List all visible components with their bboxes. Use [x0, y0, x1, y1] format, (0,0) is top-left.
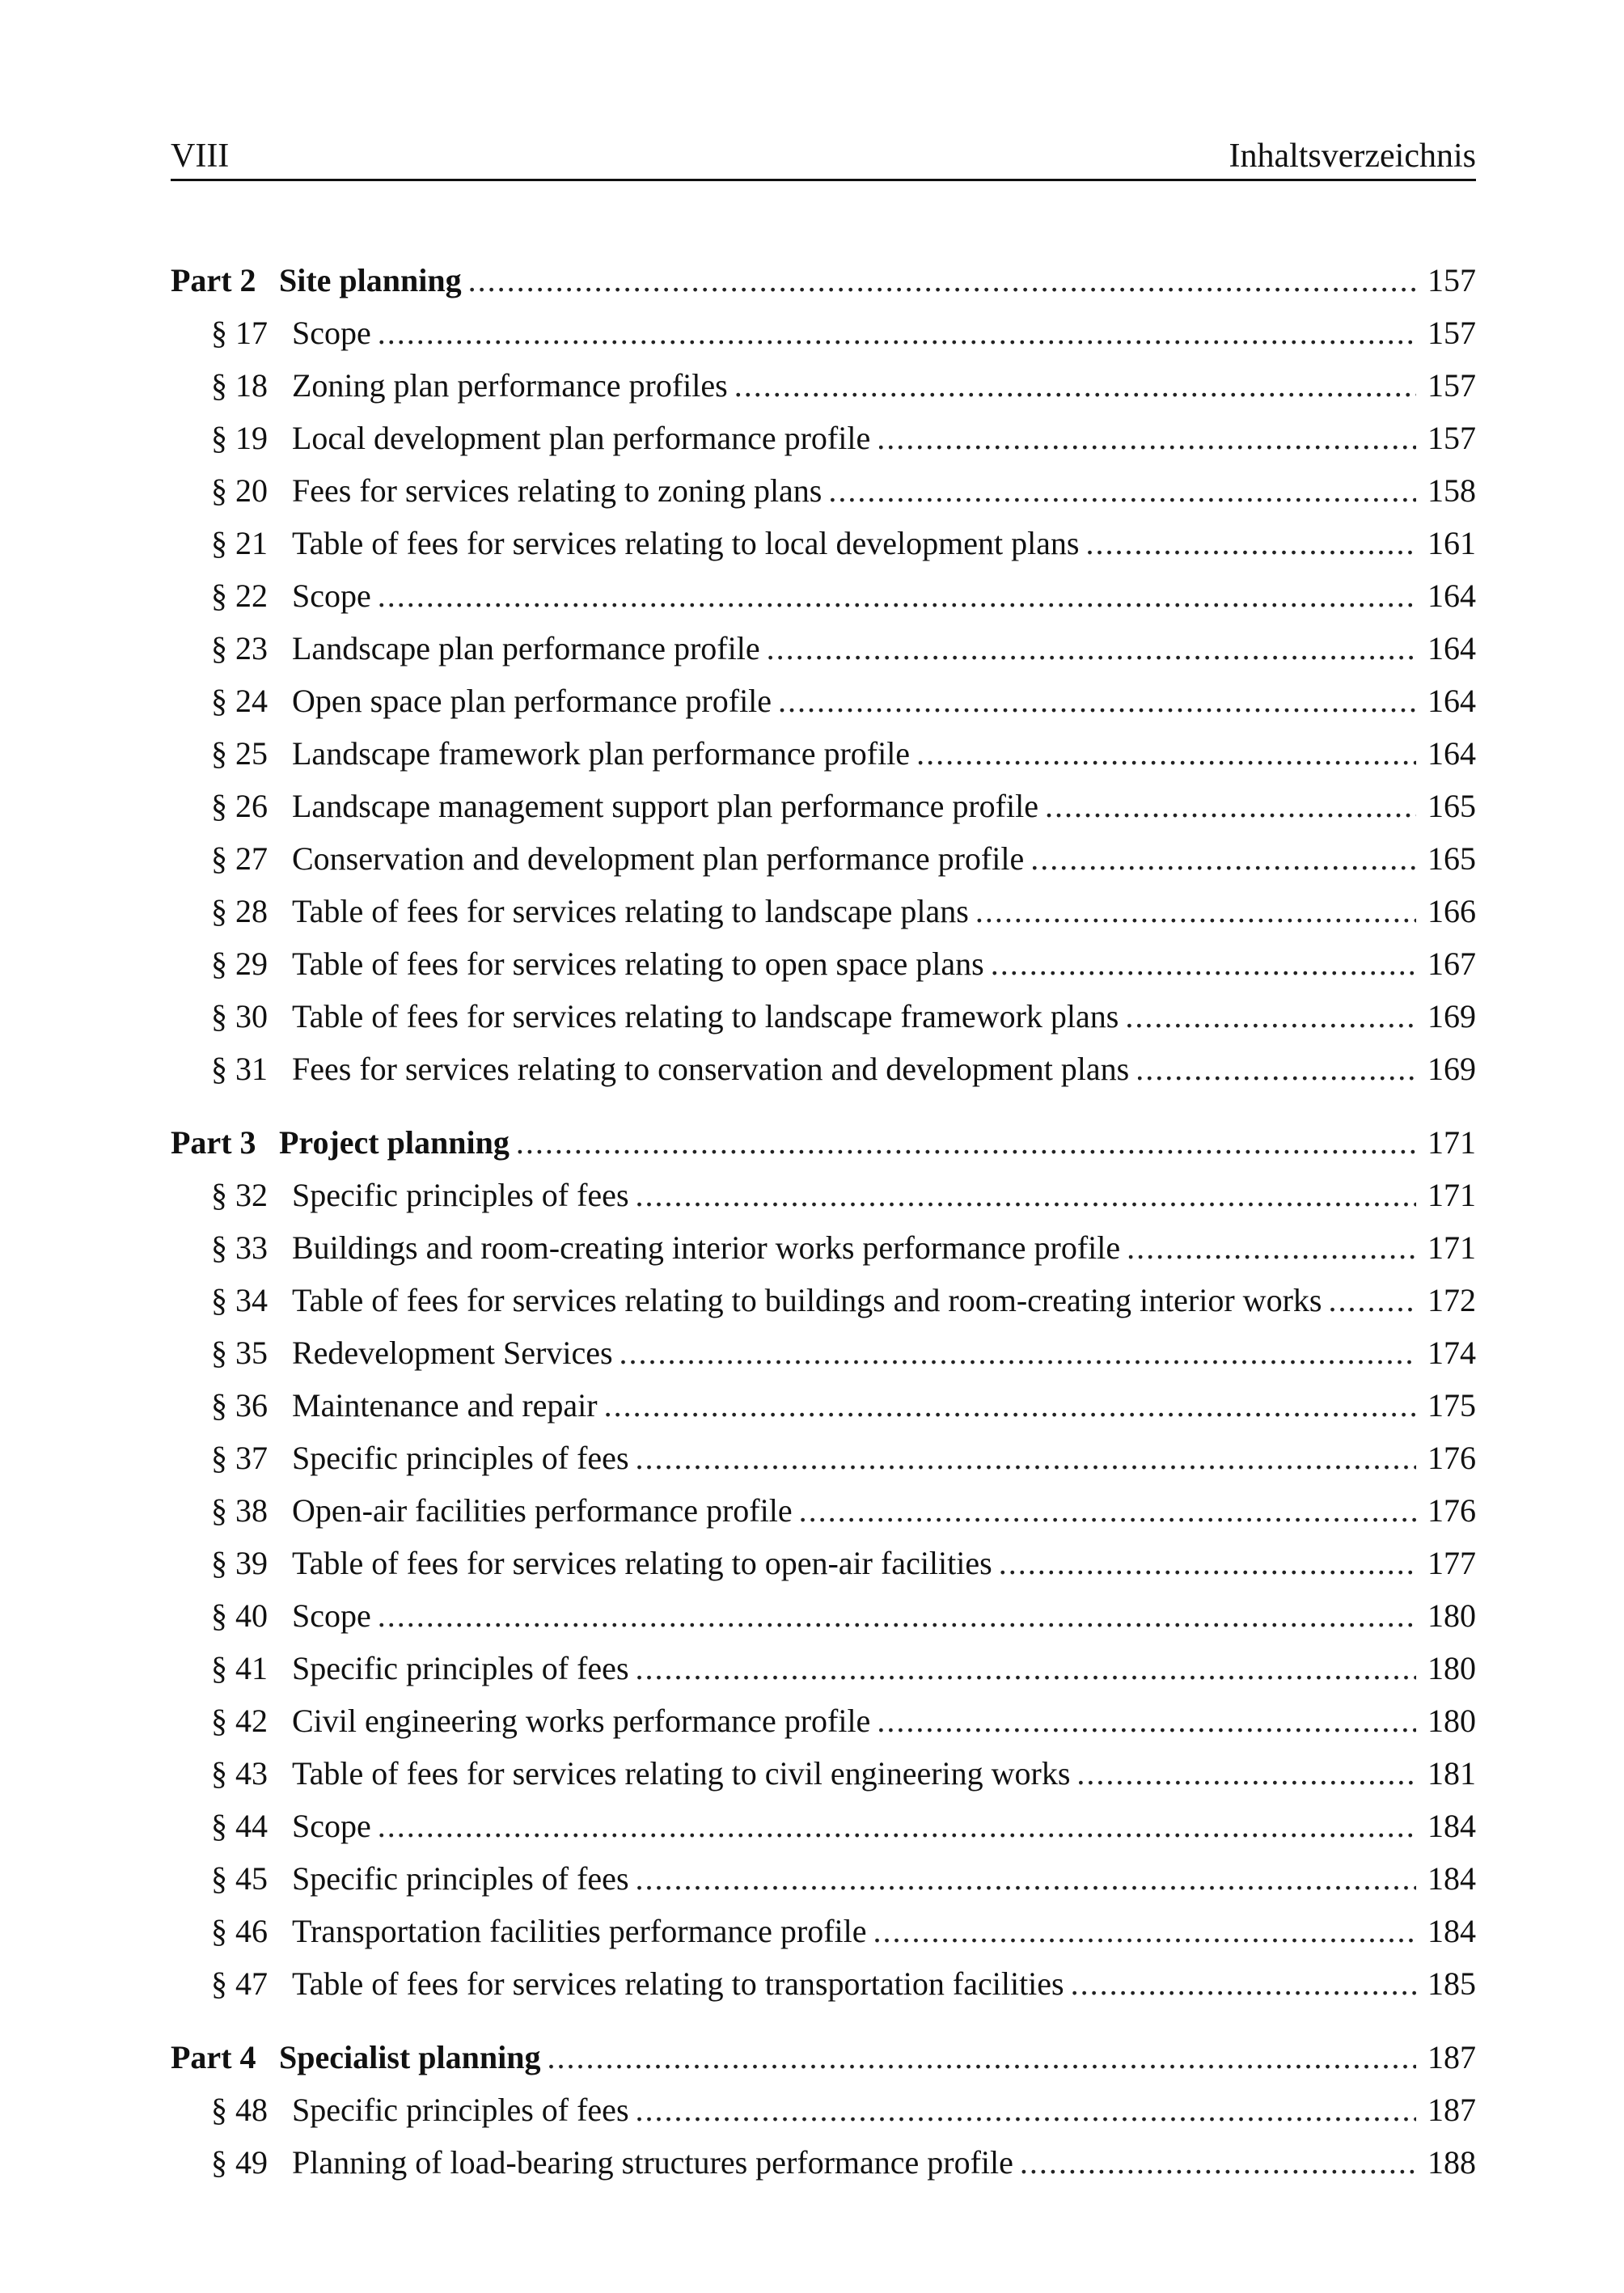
dot-leader [877, 412, 1416, 464]
toc-entry-page: 184 [1427, 1913, 1476, 1949]
toc-section-entry[interactable] [171, 1274, 1476, 1326]
toc-entry-title: Open-air facilities performance profile [292, 1492, 793, 1529]
toc-section-entry[interactable] [171, 885, 1476, 937]
toc-section-entry[interactable] [171, 1169, 1476, 1221]
toc-entry-page: 157 [1427, 315, 1476, 351]
toc-entry-page: 157 [1427, 367, 1476, 404]
toc-section-entry[interactable] [171, 1432, 1476, 1484]
toc-entry-title: Maintenance and repair [292, 1387, 598, 1424]
dot-leader [999, 1537, 1416, 1589]
toc-entry-page: 180 [1427, 1650, 1476, 1686]
toc-entry-page: 181 [1427, 1755, 1476, 1792]
toc-entry-number: § 25 [211, 735, 268, 772]
toc-entry-page: 171 [1427, 1229, 1476, 1266]
toc-entry-number: § 22 [211, 577, 268, 614]
toc-entry-number: § 20 [211, 472, 268, 509]
toc-entry-page: 171 [1427, 1177, 1476, 1213]
dot-leader [378, 1589, 1416, 1642]
dot-leader [1045, 780, 1416, 832]
dot-leader [378, 307, 1416, 359]
toc-entry-page: 185 [1427, 1965, 1476, 2002]
toc-entry-title: Conservation and development plan performance profile [292, 840, 1025, 877]
toc-entry-title: Fees for services relating to zoning plans [292, 472, 823, 509]
dot-leader [636, 1432, 1416, 1484]
dot-leader [636, 1642, 1416, 1694]
toc-entry-title: Specific principles of fees [292, 1650, 629, 1686]
toc-section-entry[interactable] [171, 1326, 1476, 1379]
toc-entry-number: § 35 [211, 1335, 268, 1371]
dot-leader [1020, 2136, 1416, 2189]
toc-entry-number: § 46 [211, 1913, 268, 1949]
toc-entry-title: Table of fees for services relating to buildings and room-creating interior works [292, 1282, 1322, 1318]
toc-entry-title: Table of fees for services relating to open space plans [292, 946, 984, 982]
toc-entry-page: 164 [1427, 577, 1476, 614]
toc-section-entry[interactable] [171, 1747, 1476, 1800]
dot-leader [734, 359, 1416, 412]
toc-entry-title: Specialist planning [279, 2039, 541, 2075]
dot-leader [516, 1116, 1416, 1169]
toc-entry-title: Specific principles of fees [292, 1177, 629, 1213]
dot-leader [636, 1852, 1416, 1905]
toc-entry-number: § 40 [211, 1597, 268, 1634]
toc-entry-page: 177 [1427, 1545, 1476, 1581]
toc-entry-title: Table of fees for services relating to civil engineering works [292, 1755, 1071, 1792]
toc-entry-title: Project planning [279, 1124, 510, 1161]
dot-leader [1076, 1747, 1416, 1800]
toc-entry-title: Scope [292, 1808, 371, 1844]
table-of-contents [171, 254, 1476, 2189]
toc-entry-title: Table of fees for services relating to landscape plans [292, 893, 969, 929]
toc-section-entry[interactable] [171, 464, 1476, 517]
dot-leader [547, 2031, 1416, 2084]
toc-section-entry[interactable] [171, 1484, 1476, 1537]
toc-entry-page: 157 [1427, 420, 1476, 456]
toc-entry-title: Table of fees for services relating to local development plans [292, 525, 1080, 561]
toc-entry-number: § 47 [211, 1965, 268, 2002]
toc-section-entry[interactable] [171, 1589, 1476, 1642]
toc-entry-number: § 32 [211, 1177, 268, 1213]
toc-entry-number: § 23 [211, 630, 268, 666]
toc-entry-number: § 48 [211, 2092, 268, 2128]
toc-entry-page: 171 [1427, 1124, 1476, 1161]
toc-entry-number: Part 3 [171, 1124, 256, 1161]
toc-section-entry[interactable] [171, 569, 1476, 622]
dot-leader [468, 254, 1416, 307]
dot-leader [916, 727, 1416, 780]
toc-entry-number: § 44 [211, 1808, 268, 1844]
toc-entry-page: 161 [1427, 525, 1476, 561]
toc-entry-title: Specific principles of fees [292, 1440, 629, 1476]
toc-entry-number: § 36 [211, 1387, 268, 1424]
toc-entry-number: § 30 [211, 998, 268, 1034]
toc-entry-page: 165 [1427, 840, 1476, 877]
toc-section-entry[interactable] [171, 2136, 1476, 2189]
toc-entry-title: Table of fees for services relating to transportation facilities [292, 1965, 1064, 2002]
dot-leader [873, 1905, 1416, 1957]
dot-leader [1328, 1274, 1416, 1326]
toc-entry-page: 167 [1427, 946, 1476, 982]
toc-section-entry[interactable] [171, 1379, 1476, 1432]
toc-section-entry[interactable] [171, 517, 1476, 569]
toc-entry-page: 169 [1427, 1051, 1476, 1087]
toc-entry-number: § 27 [211, 840, 268, 877]
toc-entry-number: § 19 [211, 420, 268, 456]
dot-leader [1071, 1957, 1416, 2010]
toc-entry-number: § 37 [211, 1440, 268, 1476]
dot-leader [1127, 1221, 1416, 1274]
dot-leader [636, 1169, 1416, 1221]
toc-entry-number: § 24 [211, 683, 268, 719]
toc-entry-number: § 34 [211, 1282, 268, 1318]
toc-entry-title: Redevelopment Services [292, 1335, 613, 1371]
toc-entry-title: Scope [292, 577, 371, 614]
toc-entry-number: § 33 [211, 1229, 268, 1266]
toc-entry-title: Table of fees for services relating to open-air facilities [292, 1545, 992, 1581]
toc-section-entry[interactable] [171, 622, 1476, 675]
toc-entry-title: Planning of load-bearing structures performance profile [292, 2144, 1013, 2181]
toc-entry-page: 180 [1427, 1597, 1476, 1634]
toc-entry-page: 158 [1427, 472, 1476, 509]
toc-entry-number: § 38 [211, 1492, 268, 1529]
toc-entry-page: 176 [1427, 1440, 1476, 1476]
toc-entry-title: Zoning plan performance profiles [292, 367, 728, 404]
dot-leader [1136, 1043, 1416, 1095]
toc-section-entry[interactable] [171, 1905, 1476, 1957]
dot-leader [828, 464, 1416, 517]
toc-section-entry[interactable] [171, 1221, 1476, 1274]
toc-section-entry[interactable] [171, 307, 1476, 359]
toc-entry-number: § 42 [211, 1703, 268, 1739]
toc-section-entry[interactable] [171, 1852, 1476, 1905]
toc-entry-title: Specific principles of fees [292, 1860, 629, 1897]
page-header [171, 133, 1476, 181]
toc-section-entry[interactable] [171, 1694, 1476, 1747]
toc-entry-title: Open space plan performance profile [292, 683, 772, 719]
toc-entry-page: 175 [1427, 1387, 1476, 1424]
dot-leader [877, 1694, 1416, 1747]
toc-entry-number: § 26 [211, 788, 268, 824]
dot-leader [975, 885, 1416, 937]
toc-section-entry[interactable] [171, 359, 1476, 412]
dot-leader [799, 1484, 1416, 1537]
toc-entry-page: 169 [1427, 998, 1476, 1034]
page-number-roman: VIII [171, 137, 230, 175]
toc-entry-page: 174 [1427, 1335, 1476, 1371]
toc-part-entry[interactable] [171, 1116, 1476, 1169]
toc-entry-page: 188 [1427, 2144, 1476, 2181]
toc-section-entry[interactable] [171, 1043, 1476, 1095]
toc-section-entry[interactable] [171, 2084, 1476, 2136]
running-head-title: Inhaltsverzeichnis [1229, 137, 1476, 175]
toc-entry-page: 184 [1427, 1860, 1476, 1897]
toc-entry-page: 180 [1427, 1703, 1476, 1739]
toc-entry-title: Landscape framework plan performance profile [292, 735, 911, 772]
toc-entry-number: Part 4 [171, 2039, 256, 2075]
toc-entry-title: Site planning [279, 262, 462, 298]
toc-section-entry[interactable] [171, 937, 1476, 990]
dot-leader [1030, 832, 1416, 885]
toc-entry-page: 164 [1427, 683, 1476, 719]
toc-entry-page: 157 [1427, 262, 1476, 298]
toc-entry-number: § 41 [211, 1650, 268, 1686]
toc-entry-title: Landscape plan performance profile [292, 630, 760, 666]
toc-entry-title: Civil engineering works performance profile [292, 1703, 871, 1739]
dot-leader [778, 675, 1416, 727]
toc-entry-number: § 17 [211, 315, 268, 351]
toc-entry-number: § 43 [211, 1755, 268, 1792]
toc-entry-title: Landscape management support plan performance profile [292, 788, 1038, 824]
toc-section-entry[interactable] [171, 1642, 1476, 1694]
dot-leader [636, 2084, 1416, 2136]
dot-leader [1125, 990, 1416, 1043]
toc-entry-number: § 21 [211, 525, 268, 561]
toc-entry-number: § 39 [211, 1545, 268, 1581]
toc-entry-page: 164 [1427, 630, 1476, 666]
toc-entry-title: Specific principles of fees [292, 2092, 629, 2128]
toc-entry-title: Scope [292, 1597, 371, 1634]
toc-entry-page: 187 [1427, 2039, 1476, 2075]
toc-entry-number: § 29 [211, 946, 268, 982]
toc-section-entry[interactable] [171, 990, 1476, 1043]
toc-entry-number: § 45 [211, 1860, 268, 1897]
toc-entry-number: § 49 [211, 2144, 268, 2181]
toc-section-entry[interactable] [171, 1537, 1476, 1589]
toc-entry-title: Transportation facilities performance profile [292, 1913, 867, 1949]
toc-section-entry[interactable] [171, 675, 1476, 727]
dot-leader [378, 1800, 1416, 1852]
toc-part-entry[interactable] [171, 254, 1476, 307]
toc-entry-page: 164 [1427, 735, 1476, 772]
dot-leader [378, 569, 1416, 622]
toc-section-entry[interactable] [171, 1957, 1476, 2010]
toc-section-entry[interactable] [171, 412, 1476, 464]
toc-section-entry[interactable] [171, 1800, 1476, 1852]
toc-entry-page: 165 [1427, 788, 1476, 824]
toc-entry-page: 172 [1427, 1282, 1476, 1318]
toc-entry-number: Part 2 [171, 262, 256, 298]
dot-leader [620, 1326, 1416, 1379]
toc-entry-title: Buildings and room-creating interior works performance profile [292, 1229, 1121, 1266]
dot-leader [604, 1379, 1416, 1432]
toc-entry-title: Table of fees for services relating to landscape framework plans [292, 998, 1119, 1034]
toc-entry-number: § 31 [211, 1051, 268, 1087]
dot-leader [991, 937, 1416, 990]
toc-entry-title: Scope [292, 315, 371, 351]
toc-entry-title: Fees for services relating to conservation and development plans [292, 1051, 1130, 1087]
toc-entry-page: 184 [1427, 1808, 1476, 1844]
toc-part-entry[interactable] [171, 2031, 1476, 2084]
toc-entry-page: 166 [1427, 893, 1476, 929]
toc-entry-page: 187 [1427, 2092, 1476, 2128]
toc-entry-number: § 18 [211, 367, 268, 404]
toc-entry-page: 176 [1427, 1492, 1476, 1529]
toc-section-entry[interactable] [171, 832, 1476, 885]
toc-section-entry[interactable] [171, 727, 1476, 780]
toc-entry-title: Local development plan performance profile [292, 420, 871, 456]
toc-section-entry[interactable] [171, 780, 1476, 832]
toc-entry-number: § 28 [211, 893, 268, 929]
dot-leader [767, 622, 1416, 675]
dot-leader [1086, 517, 1417, 569]
